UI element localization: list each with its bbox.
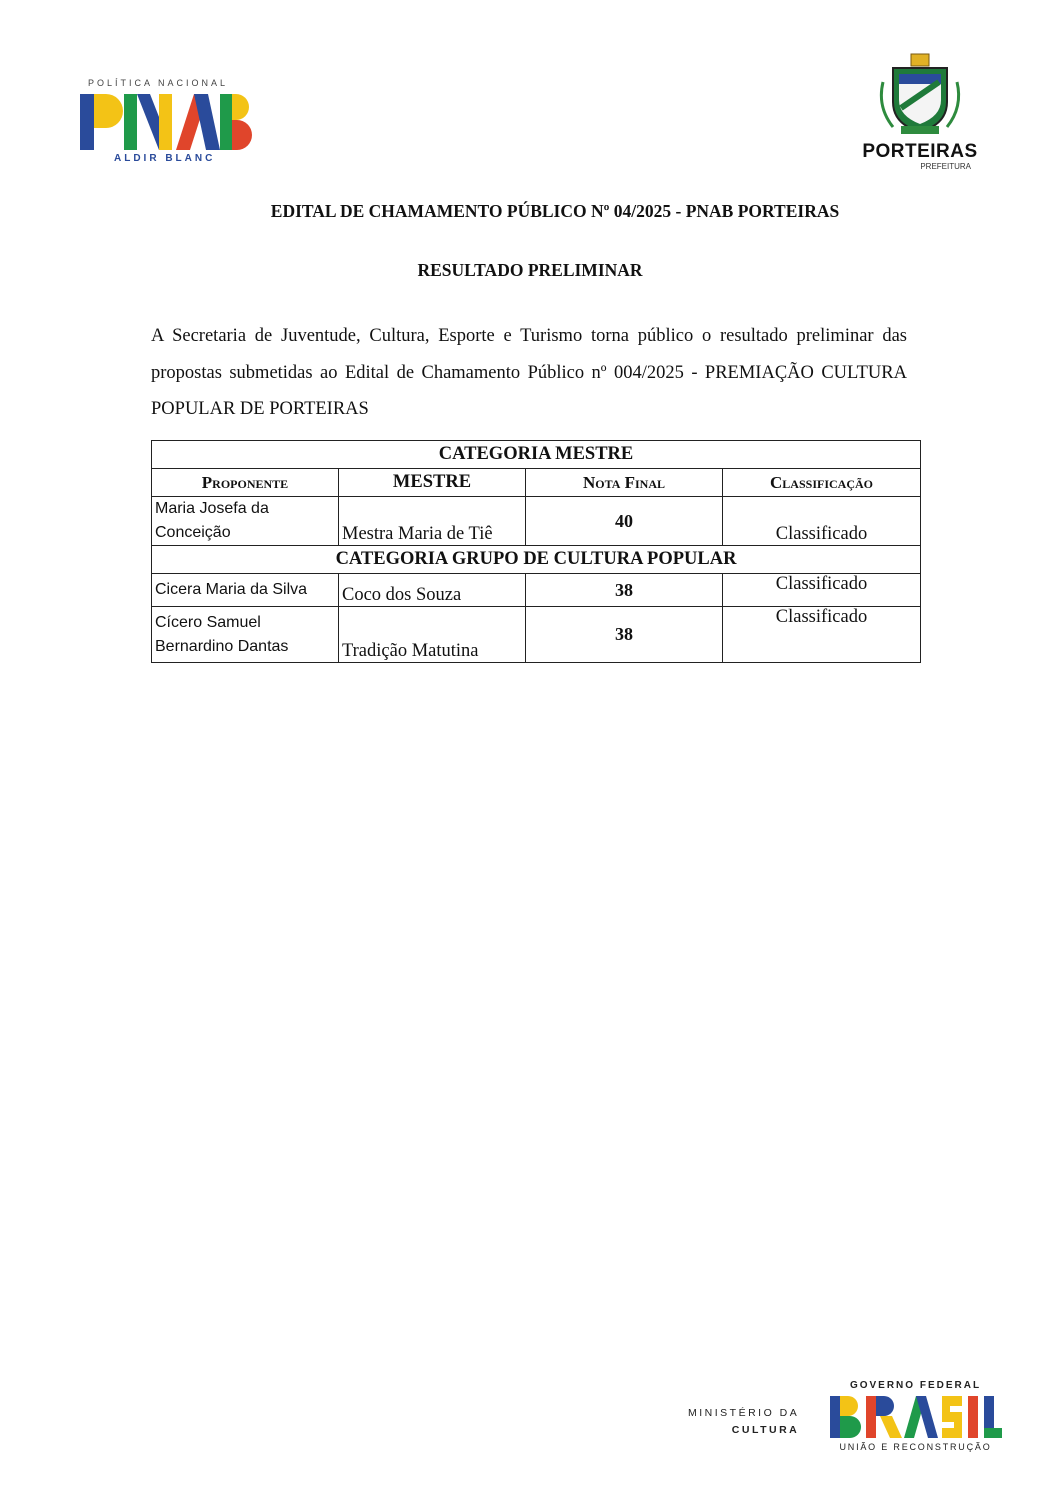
pnab-top-text: POLÍTICA NACIONAL — [88, 78, 229, 88]
table-row — [152, 574, 921, 607]
document-subtitle: RESULTADO PRELIMINAR — [417, 260, 643, 280]
cell-mestre: Coco dos Souza — [339, 574, 526, 607]
governo-bottom-text: UNIÃO E RECONSTRUÇÃO — [839, 1442, 992, 1452]
category-mestre-heading: CATEGORIA MESTRE — [152, 441, 921, 469]
cell-proponente: Cícero Samuel Bernardino Dantas — [152, 607, 339, 663]
results-table — [151, 440, 921, 663]
cell-classificacao: Classificado — [723, 574, 921, 607]
cell-proponente: Maria Josefa da Conceição — [152, 497, 339, 546]
intro-paragraph: A Secretaria de Juventude, Cultura, Esporte e Turismo torna público o resultado preliminar das propostas submetidas ao Edital de Chamamento Público nº 004/2025 - PREMIAÇÃO CULTURA POPULAR DE PORTEIRAS — [151, 326, 907, 419]
cell-nota: 38 — [526, 574, 723, 607]
ministerio-line2: CULTURA — [731, 1424, 800, 1436]
document-title: EDITAL DE CHAMAMENTO PÚBLICO Nº 04/2025 - PNAB PORTEIRAS — [270, 201, 840, 221]
governo-federal-logo — [828, 1380, 1003, 1452]
cell-proponente: Cicera Maria da Silva — [152, 574, 339, 607]
table-row — [152, 607, 921, 663]
header-mestre: MESTRE — [339, 469, 526, 497]
cell-classificacao: Classificado — [723, 497, 921, 546]
header-proponente: Proponente — [152, 469, 339, 497]
ministerio-cultura-logo — [688, 1405, 799, 1439]
header-classificacao: Classificação — [723, 469, 921, 497]
category-grupo-heading: CATEGORIA GRUPO DE CULTURA POPULAR — [152, 546, 921, 574]
cell-classificacao: Classificado — [723, 607, 921, 663]
table-row — [152, 497, 921, 546]
brasil-wordmark-icon — [830, 1394, 1002, 1440]
cell-mestre: Tradição Matutina — [339, 607, 526, 663]
pnab-logo — [80, 78, 255, 168]
cell-nota: 38 — [526, 607, 723, 663]
porteiras-name: PORTEIRAS — [862, 141, 978, 162]
header-nota-final: Nota Final — [526, 469, 723, 497]
porteiras-subtitle: PREFEITURA — [920, 162, 971, 171]
ministerio-line1: MINISTÉRIO DA — [688, 1407, 800, 1419]
cell-mestre: Mestra Maria de Tiê — [339, 497, 526, 546]
pnab-wordmark-icon — [80, 92, 252, 152]
porteiras-coat-of-arms-icon — [875, 52, 965, 140]
cell-nota: 40 — [526, 497, 723, 546]
porteiras-logo — [855, 52, 985, 177]
governo-top-text: GOVERNO FEDERAL — [849, 1380, 982, 1391]
pnab-bottom-text: ALDIR BLANC — [114, 153, 216, 164]
